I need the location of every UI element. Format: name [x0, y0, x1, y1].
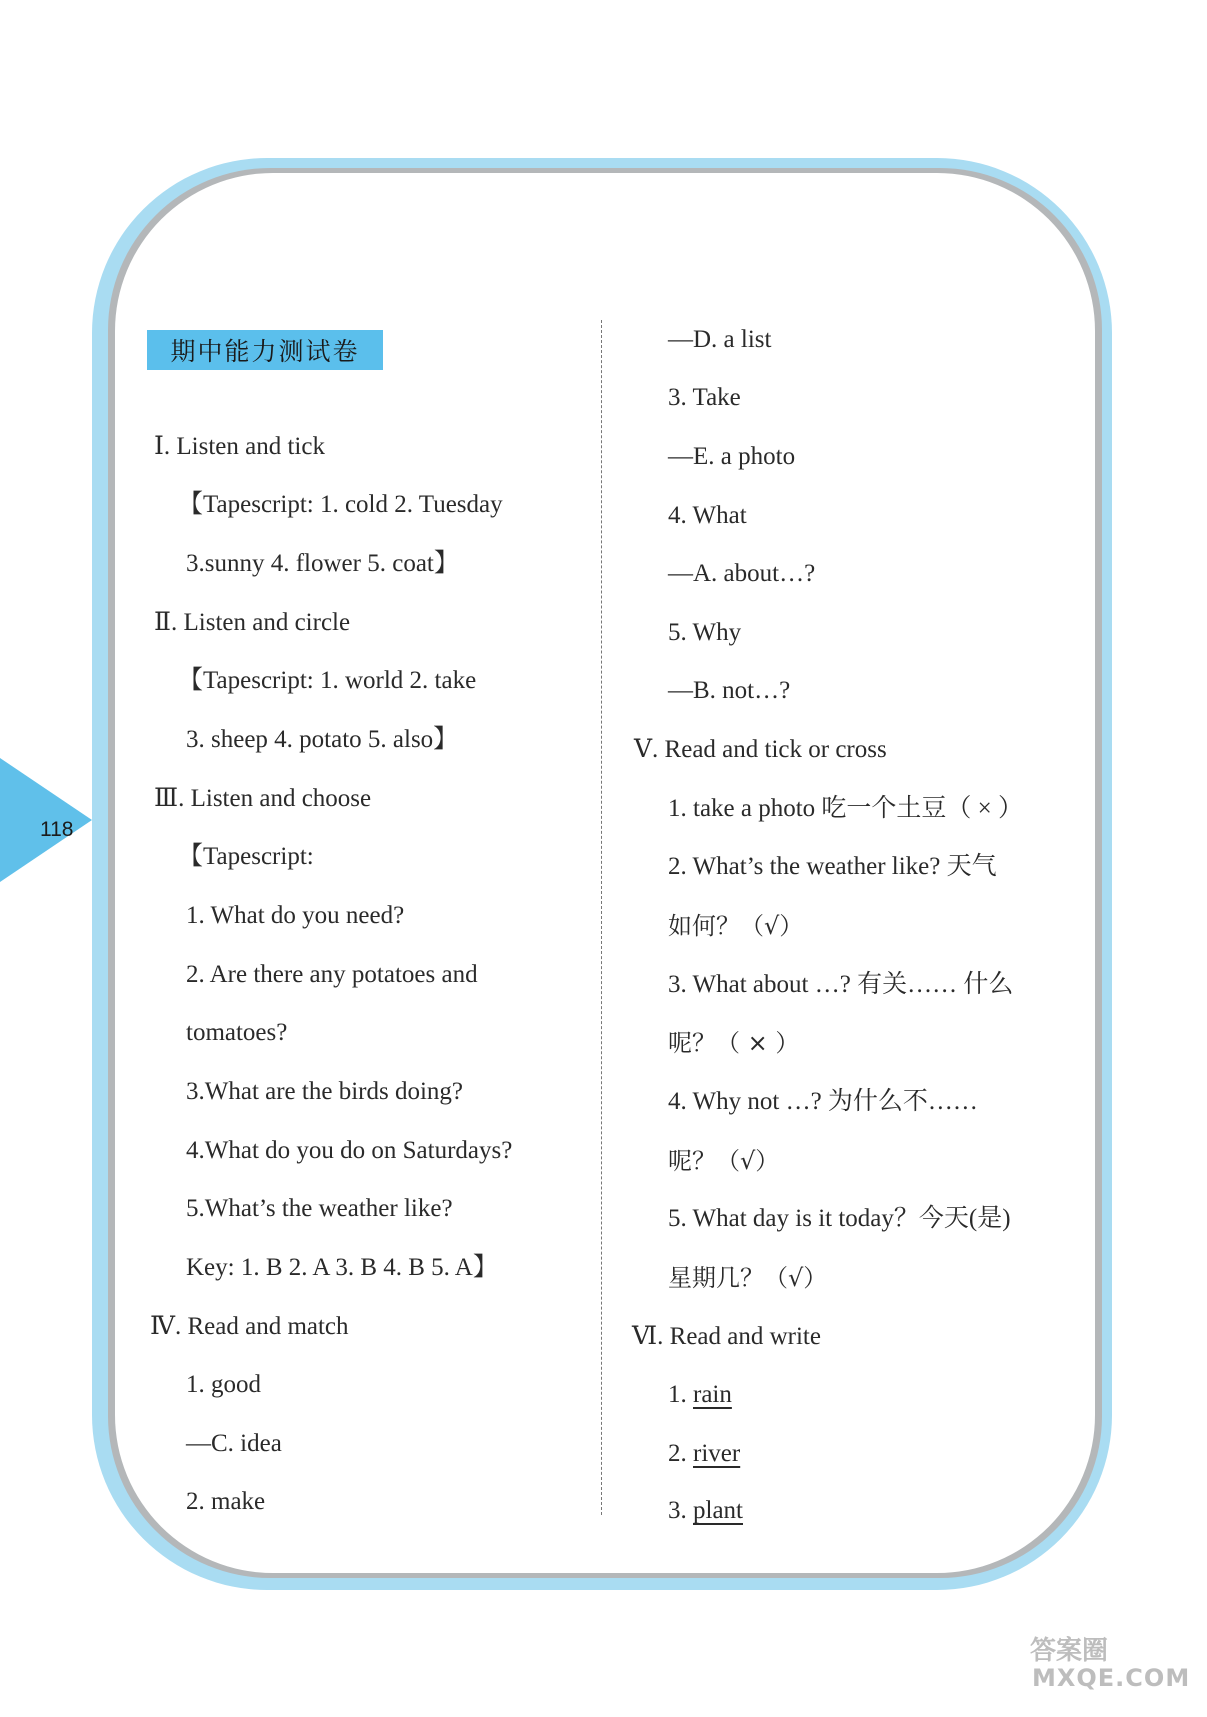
section-1-line: 【Tapescript: 1. cold 2. Tuesday	[178, 491, 503, 518]
section-3-line: 1. What do you need?	[186, 902, 405, 929]
section-3-line: 【Tapescript:	[178, 843, 314, 870]
section-6-heading: Ⅵ. Read and write	[632, 1323, 821, 1350]
section-5-heading: Ⅴ. Read and tick or cross	[634, 736, 887, 763]
section-5-line: 4. Why not …? 为什么不……	[668, 1088, 978, 1115]
section-4-line: 4. What	[668, 502, 747, 529]
section-3-heading: Ⅲ. Listen and choose	[154, 785, 372, 812]
section-3-key: Key: 1. B 2. A 3. B 4. B 5. A】	[186, 1254, 498, 1281]
section-3-line: 2. Are there any potatoes and	[186, 961, 478, 988]
section-2-heading: Ⅱ. Listen and circle	[154, 609, 351, 636]
section-6-item-number: 3.	[668, 1497, 687, 1524]
section-4-line: 5. Why	[668, 619, 742, 646]
section-3-line: 3.What are the birds doing?	[186, 1078, 463, 1105]
section-6-item	[668, 1380, 732, 1410]
section-5-line: 呢？（ × ）	[668, 1029, 800, 1057]
section-2-line: 【Tapescript: 1. world 2. take	[178, 667, 477, 694]
section-4-line: —B. not…?	[668, 677, 791, 704]
section-5-line: 1. take a photo 吃一个土豆（ × ）	[668, 795, 1024, 822]
section-4-line: 2. make	[186, 1488, 266, 1515]
section-6-item	[668, 1439, 740, 1469]
section-6-item-number: 1.	[668, 1381, 687, 1408]
section-1-line: 3.sunny 4. flower 5. coat】	[186, 550, 459, 577]
section-5-line: 2. What’s the weather like? 天气	[668, 853, 997, 880]
section-2-line: 3. sheep 4. potato 5. also】	[186, 726, 459, 753]
section-title: 期中能力测试卷	[147, 330, 383, 370]
section-4-line: —E. a photo	[668, 443, 796, 470]
watermark-logo: 答案圈	[1030, 1636, 1109, 1666]
page-number: 118	[40, 818, 74, 841]
section-3-line: tomatoes?	[186, 1019, 288, 1046]
column-divider	[601, 320, 602, 1515]
section-5-line: 呢？（√）	[668, 1147, 780, 1175]
section-4-line: 3. Take	[668, 384, 741, 411]
section-6-item	[668, 1496, 743, 1526]
section-1-heading: Ⅰ. Listen and tick	[154, 433, 325, 460]
section-6-answer: plant	[693, 1497, 743, 1524]
section-4-heading: Ⅳ. Read and match	[150, 1313, 349, 1340]
section-5-line: 星期几？（√）	[668, 1264, 828, 1292]
section-4-line: —D. a list	[668, 326, 772, 353]
section-3-line: 4.What do you do on Saturdays?	[186, 1137, 513, 1164]
section-4-line: —C. idea	[186, 1430, 282, 1457]
section-3-line: 5.What’s the weather like?	[186, 1195, 453, 1222]
section-4-line: 1. good	[186, 1371, 261, 1398]
section-6-answer: river	[693, 1440, 741, 1467]
watermark-url: MXQE.COM	[1032, 1664, 1191, 1692]
section-5-line: 5. What day is it today？今天(是)	[668, 1205, 1011, 1232]
section-6-item-number: 2.	[668, 1440, 687, 1467]
section-5-line: 如何？（√）	[668, 912, 804, 940]
section-5-line: 3. What about …? 有关…… 什么	[668, 971, 1014, 998]
section-4-line: —A. about…?	[668, 560, 816, 587]
section-6-answer: rain	[693, 1381, 732, 1408]
